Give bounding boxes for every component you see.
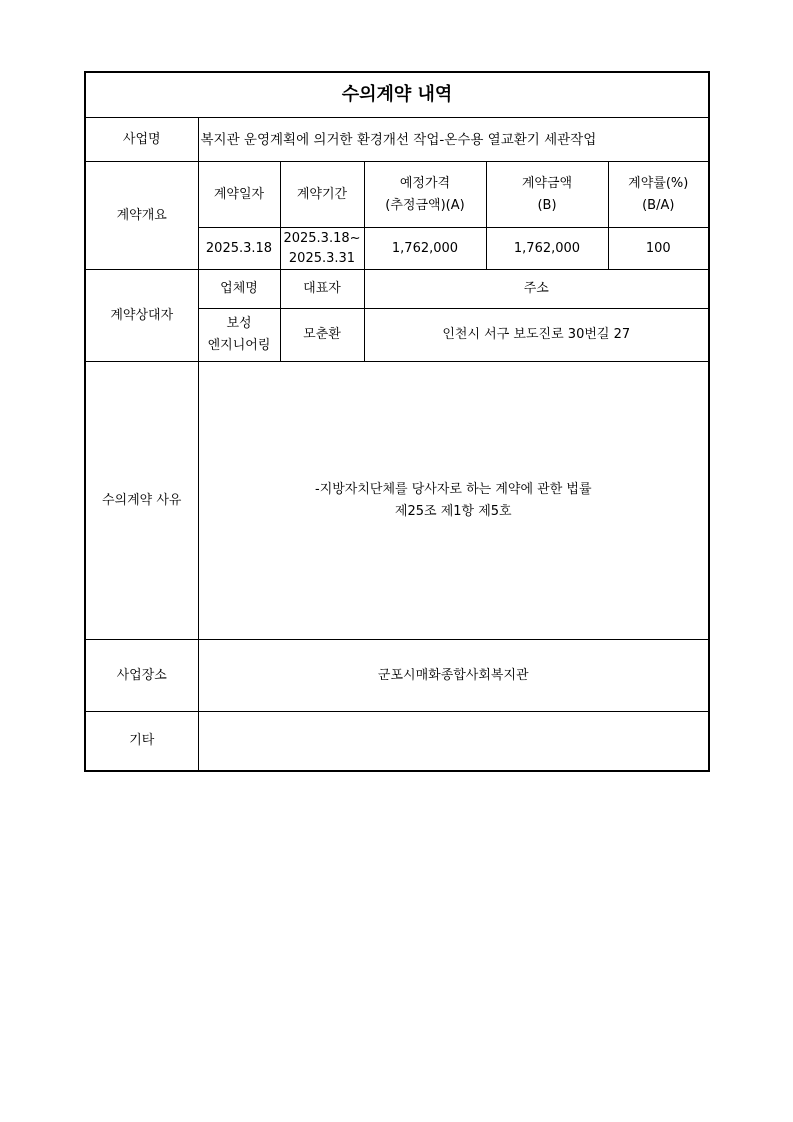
project-value: 복지관 운영계획에 의거한 환경개선 작업-온수용 열교환기 세관작업: [198, 118, 709, 162]
location-label: 사업장소: [85, 640, 198, 712]
company-value: [198, 309, 280, 362]
representative-header: 대표자: [280, 270, 364, 309]
project-label: 사업명: [85, 118, 198, 162]
reason-label: 수의계약 사유: [85, 362, 198, 640]
contract-amount-header-line2: (B): [537, 197, 557, 213]
location-value: 군포시매화종합사회복지관: [198, 640, 709, 712]
contract-date-value: 2025.3.18: [198, 228, 280, 270]
contract-rate-header-line2: (B/A): [642, 197, 675, 213]
company-line2: 엔지니어링: [207, 338, 271, 353]
page-title: 수의계약 내역: [85, 72, 709, 118]
company-line1: 보성: [226, 316, 252, 331]
contract-rate-header: [608, 162, 709, 228]
reason-line1: -지방자치단체를 당사자로 하는 계약에 관한 법률: [315, 481, 592, 497]
estimated-price-header-line1: 예정가격: [399, 175, 451, 191]
representative-value: 모춘환: [280, 309, 364, 362]
reason-value: [198, 362, 709, 640]
estimated-price-value: 1,762,000: [364, 228, 486, 270]
contract-rate-header-line1: 계약률(%): [628, 175, 689, 191]
contract-rate-value: 100: [608, 228, 709, 270]
contract-table: [84, 71, 710, 772]
estimated-price-header-line2: (추정금액)(A): [385, 197, 465, 213]
company-header: 업체명: [198, 270, 280, 309]
counterparty-label: 계약상대자: [85, 270, 198, 362]
contract-amount-header: [486, 162, 608, 228]
estimated-price-header: [364, 162, 486, 228]
contract-period-value: [280, 228, 364, 270]
address-value: 인천시 서구 보도진로 30번길 27: [364, 309, 709, 362]
contract-amount-value: 1,762,000: [486, 228, 608, 270]
contract-date-header: 계약일자: [198, 162, 280, 228]
address-header: 주소: [364, 270, 709, 309]
period-end: 2025.3.31: [288, 250, 356, 266]
contract-amount-header-line1: 계약금액: [521, 175, 573, 191]
reason-line2: 제25조 제1항 제5호: [394, 503, 512, 519]
contract-period-header: 계약기간: [280, 162, 364, 228]
etc-value: [198, 712, 709, 771]
etc-label: 기타: [85, 712, 198, 771]
overview-label: 계약개요: [85, 162, 198, 270]
period-start: 2025.3.18~: [283, 230, 361, 246]
